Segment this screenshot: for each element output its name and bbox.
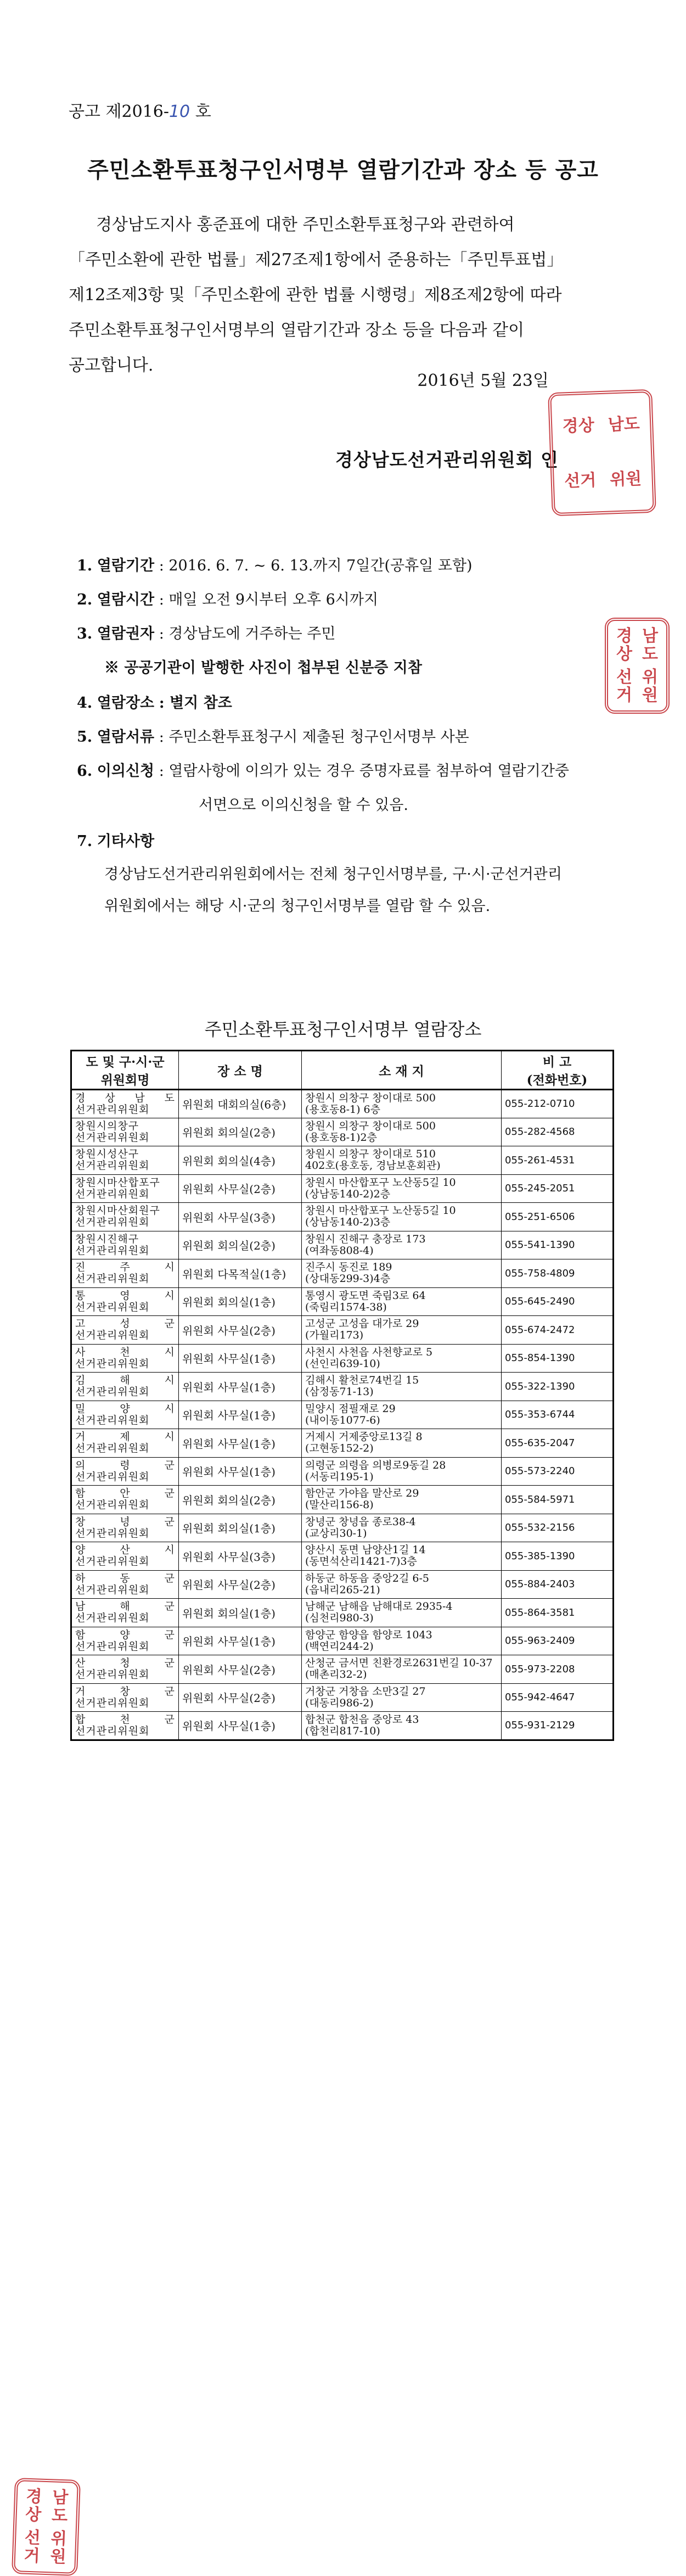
phone-cell: 055-532-2156 xyxy=(502,1514,614,1542)
phone-cell: 055-973-2208 xyxy=(502,1655,614,1684)
col-header-address: 소 재 지 xyxy=(302,1051,502,1090)
committee-line: 경 상 남 도 xyxy=(75,1091,175,1104)
committee-cell xyxy=(71,1090,179,1118)
address-cell xyxy=(302,1627,502,1655)
address-line: (매촌리32-2) xyxy=(305,1668,367,1681)
item-documents: 5. 열람서류 : 주민소환투표청구시 제출된 청구인서명부 사본 xyxy=(77,729,469,746)
table-row xyxy=(71,1287,614,1316)
committee-line: 선거관리위원회 xyxy=(75,1386,150,1398)
notice-title: 주민소환투표청구인서명부 열람기간과 장소 등 공고 xyxy=(87,157,599,183)
address-cell xyxy=(302,1570,502,1599)
col-header-committee: 도 및 구·시·군 위원회명 xyxy=(71,1051,179,1090)
table-row xyxy=(71,1655,614,1684)
committee-line: 창원시성산구 xyxy=(75,1148,139,1161)
phone-cell: 055-963-2409 xyxy=(502,1627,614,1655)
place-cell: 위원회 사무실(1층) xyxy=(179,1344,302,1373)
committee-line: 창원시마산합포구 xyxy=(75,1176,160,1189)
table-row xyxy=(71,1231,614,1259)
address-line: 김해시 활천로74번길 15 xyxy=(305,1374,419,1387)
committee-cell xyxy=(71,1655,179,1684)
address-line: 의령군 의령읍 의병로9동길 28 xyxy=(305,1459,446,1471)
place-cell: 위원회 회의실(1층) xyxy=(179,1287,302,1316)
address-line: (죽림리1574-38) xyxy=(305,1301,387,1313)
place-cell: 위원회 회의실(2층) xyxy=(179,1231,302,1259)
place-cell: 위원회 회의실(4층) xyxy=(179,1146,302,1175)
address-cell xyxy=(302,1486,502,1514)
table-row xyxy=(71,1344,614,1373)
other-line: 경상남도선거관리위원회에서는 전체 청구인서명부를, 구·시·군선거관리 xyxy=(104,866,562,883)
committee-line: 거 제 시 xyxy=(75,1431,175,1443)
address-cell xyxy=(302,1259,502,1288)
phone-cell: 055-385-1390 xyxy=(502,1542,614,1571)
table-row xyxy=(71,1118,614,1146)
address-line: (가월리173) xyxy=(305,1329,364,1342)
address-line: (고현동152-2) xyxy=(305,1442,374,1455)
col-header-phone: 비 고 (전화번호) xyxy=(502,1051,614,1090)
committee-line: 양 산 시 xyxy=(75,1544,175,1556)
committee-cell xyxy=(71,1373,179,1401)
id-note: ※ 공공기관이 발행한 사진이 첩부된 신분증 지참 xyxy=(104,659,422,676)
table-row xyxy=(71,1146,614,1175)
address-cell xyxy=(302,1231,502,1259)
item-period: 1. 열람기간 : 2016. 6. 7. ~ 6. 13.까지 7일간(공휴일 포함) xyxy=(77,557,473,574)
col-header-place: 장 소 명 xyxy=(179,1051,302,1090)
notice-date: 2016년 5월 23일 xyxy=(417,371,549,390)
address-cell xyxy=(302,1118,502,1146)
committee-line: 선거관리위원회 xyxy=(75,1216,150,1229)
place-cell: 위원회 사무실(2층) xyxy=(179,1655,302,1684)
other-line: 위원회에서는 해당 시·군의 청구인서명부를 열람 할 수 있음. xyxy=(104,898,491,915)
place-cell: 위원회 사무실(2층) xyxy=(179,1683,302,1712)
committee-line: 창원시진해구 xyxy=(75,1233,139,1245)
address-line: 통영시 광도면 죽림3로 64 xyxy=(305,1289,426,1302)
address-cell xyxy=(302,1344,502,1373)
address-line: (심천리980-3) xyxy=(305,1612,374,1625)
item-objection: 6. 이의신청 : 열람사항에 이의가 있는 경우 증명자료를 첨부하여 열람기간중 xyxy=(77,763,570,780)
address-line: (동면석산리1421-7)3층 xyxy=(305,1555,417,1568)
address-cell xyxy=(302,1712,502,1740)
address-cell xyxy=(302,1683,502,1712)
official-seal-stamp: 경상 남도 선거 위원 xyxy=(605,618,670,714)
committee-cell xyxy=(71,1514,179,1542)
address-line: 창원시 의창구 창이대로 500 xyxy=(305,1091,436,1104)
committee-cell xyxy=(71,1344,179,1373)
address-cell xyxy=(302,1401,502,1429)
address-line: 밀양시 점필재로 29 xyxy=(305,1402,396,1415)
address-line: (여좌동808-4) xyxy=(305,1244,374,1257)
address-line: (상대동299-3)4층 xyxy=(305,1273,391,1285)
address-line: 창원시 의창구 창이대로 500 xyxy=(305,1119,436,1132)
committee-cell xyxy=(71,1231,179,1259)
committee-line: 창 녕 군 xyxy=(75,1515,175,1528)
committee-line: 선거관리위원회 xyxy=(75,1555,150,1568)
address-line: 합천군 합천읍 중앙로 43 xyxy=(305,1713,419,1726)
place-cell: 위원회 사무실(1층) xyxy=(179,1373,302,1401)
phone-cell: 055-635-2047 xyxy=(502,1429,614,1458)
table-row xyxy=(71,1316,614,1345)
committee-line: 선거관리위원회 xyxy=(75,1103,150,1116)
body-line: 「주민소환에 관한 법률」제27조제1항에서 준용하는「주민투표법」 xyxy=(69,250,564,270)
official-seal-stamp: 경상 남도 선거 위원 xyxy=(12,2478,81,2576)
table-row xyxy=(71,1570,614,1599)
committee-line: 함 양 군 xyxy=(75,1628,175,1641)
item-other: 7. 기타사항 xyxy=(77,833,155,850)
committee-line: 선거관리위원회 xyxy=(75,1357,150,1370)
table-row xyxy=(71,1203,614,1231)
committee-cell xyxy=(71,1118,179,1146)
notice-number-suffix: 호 xyxy=(195,102,211,121)
address-line: 402호(용호동, 경남보훈회관) xyxy=(305,1160,441,1172)
item-eligibility: 3. 열람권자 : 경상남도에 거주하는 주민 xyxy=(77,625,336,642)
table-row xyxy=(71,1373,614,1401)
item-location: 4. 열람장소 : 별지 참조 xyxy=(77,695,232,712)
committee-line: 거 창 군 xyxy=(75,1685,175,1698)
place-cell: 위원회 회의실(2층) xyxy=(179,1118,302,1146)
committee-line: 선거관리위원회 xyxy=(75,1724,150,1737)
phone-cell: 055-864-3581 xyxy=(502,1599,614,1627)
address-line: 남해군 남해읍 남해대로 2935-4 xyxy=(305,1600,453,1613)
place-cell: 위원회 사무실(1층) xyxy=(179,1457,302,1486)
address-line: (용호동8-1)2층 xyxy=(305,1131,377,1144)
place-cell: 위원회 사무실(2층) xyxy=(179,1316,302,1345)
address-line: 고성군 고성읍 대가로 29 xyxy=(305,1318,419,1330)
address-line: 창원시 마산합포구 노산동5길 10 xyxy=(305,1205,456,1217)
table-row xyxy=(71,1542,614,1571)
venue-table-title: 주민소환투표청구인서명부 열람장소 xyxy=(204,1019,482,1040)
committee-line: 산 청 군 xyxy=(75,1657,175,1670)
address-line: (대동리986-2) xyxy=(305,1696,374,1709)
committee-line: 선거관리위원회 xyxy=(75,1612,150,1625)
address-cell xyxy=(302,1146,502,1175)
table-row xyxy=(71,1627,614,1655)
phone-cell: 055-251-6506 xyxy=(502,1203,614,1231)
phone-cell: 055-674-2472 xyxy=(502,1316,614,1345)
committee-line: 선거관리위원회 xyxy=(75,1527,150,1539)
address-line: (삼정동71-13) xyxy=(305,1386,374,1398)
address-line: 창원시 마산합포구 노산동5길 10 xyxy=(305,1176,456,1189)
phone-cell: 055-573-2240 xyxy=(502,1457,614,1486)
table-row xyxy=(71,1683,614,1712)
place-cell: 위원회 사무실(1층) xyxy=(179,1401,302,1429)
committee-line: 선거관리위원회 xyxy=(75,1273,150,1285)
committee-line: 창원시마산회원구 xyxy=(75,1205,160,1217)
place-cell: 위원회 사무실(1층) xyxy=(179,1429,302,1458)
committee-line: 선거관리위원회 xyxy=(75,1668,150,1681)
committee-line: 합 천 군 xyxy=(75,1713,175,1726)
committee-line: 사 천 시 xyxy=(75,1346,175,1358)
committee-cell xyxy=(71,1486,179,1514)
table-row xyxy=(71,1429,614,1458)
address-cell xyxy=(302,1457,502,1486)
official-seal: 경상 남도 선거 위원 xyxy=(548,389,656,516)
committee-cell xyxy=(71,1401,179,1429)
body-line: 제12조제3항 및「주민소환에 관한 법률 시행령」제8조제2항에 따라 xyxy=(69,285,562,305)
address-cell xyxy=(302,1287,502,1316)
address-line: (서동리195-1) xyxy=(305,1470,374,1483)
committee-line: 선거관리위원회 xyxy=(75,1160,150,1172)
committee-line: 선거관리위원회 xyxy=(75,1499,150,1511)
committee-line: 선거관리위원회 xyxy=(75,1244,150,1257)
place-cell: 위원회 사무실(1층) xyxy=(179,1627,302,1655)
place-cell: 위원회 회의실(2층) xyxy=(179,1486,302,1514)
issuer-name: 경상남도선거관리위원회 인 xyxy=(335,449,559,471)
committee-cell xyxy=(71,1287,179,1316)
body-line: 주민소환투표청구인서명부의 열람기간과 장소 등을 다음과 같이 xyxy=(69,321,525,340)
address-line: 창녕군 창녕읍 종로38-4 xyxy=(305,1515,416,1528)
phone-cell: 055-854-1390 xyxy=(502,1344,614,1373)
venue-table-header xyxy=(71,1051,614,1090)
phone-cell: 055-931-2129 xyxy=(502,1712,614,1740)
table-row xyxy=(71,1599,614,1627)
address-line: (상남동140-2)2층 xyxy=(305,1188,391,1200)
committee-line: 고 성 군 xyxy=(75,1318,175,1330)
venue-table-body xyxy=(71,1090,614,1740)
committee-cell xyxy=(71,1599,179,1627)
committee-line: 선거관리위원회 xyxy=(75,1470,150,1483)
table-row xyxy=(71,1259,614,1288)
address-line: 창원시 진해구 충장로 173 xyxy=(305,1233,426,1245)
address-line: (상남동140-2)3층 xyxy=(305,1216,391,1229)
address-cell xyxy=(302,1655,502,1684)
objection-continuation: 서면으로 이의신청을 할 수 있음. xyxy=(199,797,408,814)
place-cell: 위원회 사무실(3층) xyxy=(179,1203,302,1231)
phone-cell: 055-261-4531 xyxy=(502,1146,614,1175)
phone-cell: 055-353-6744 xyxy=(502,1401,614,1429)
committee-line: 선거관리위원회 xyxy=(75,1696,150,1709)
place-cell: 위원회 사무실(2층) xyxy=(179,1174,302,1203)
committee-line: 선거관리위원회 xyxy=(75,1131,150,1144)
notice-number-handwritten: 10 xyxy=(168,102,190,121)
committee-cell xyxy=(71,1683,179,1712)
address-line: (용호동8-1) 6층 xyxy=(305,1103,380,1116)
place-cell: 위원회 회의실(1층) xyxy=(179,1514,302,1542)
committee-cell xyxy=(71,1174,179,1203)
address-line: 창원시 의창구 창이대로 510 xyxy=(305,1148,436,1161)
item-hours: 2. 열람시간 : 매일 오전 9시부터 오후 6시까지 xyxy=(77,591,379,608)
address-line: 양산시 동면 남양산1길 14 xyxy=(305,1544,426,1556)
phone-cell: 055-541-1390 xyxy=(502,1231,614,1259)
table-row xyxy=(71,1712,614,1740)
address-line: 함안군 가야읍 말산로 29 xyxy=(305,1487,419,1500)
table-row xyxy=(71,1457,614,1486)
committee-line: 밀 양 시 xyxy=(75,1402,175,1415)
place-cell: 위원회 사무실(1층) xyxy=(179,1712,302,1740)
table-row xyxy=(71,1174,614,1203)
committee-line: 선거관리위원회 xyxy=(75,1301,150,1313)
committee-cell xyxy=(71,1542,179,1571)
address-line: (교상리30-1) xyxy=(305,1527,367,1539)
address-line: (읍내리265-21) xyxy=(305,1583,380,1596)
place-cell: 위원회 다목적실(1층) xyxy=(179,1259,302,1288)
address-line: (백연리244-2) xyxy=(305,1640,374,1653)
committee-cell xyxy=(71,1203,179,1231)
address-line: 거제시 거제중앙로13길 8 xyxy=(305,1431,423,1443)
committee-cell xyxy=(71,1429,179,1458)
address-line: (합천리817-10) xyxy=(305,1724,380,1737)
phone-cell: 055-584-5971 xyxy=(502,1486,614,1514)
address-cell xyxy=(302,1514,502,1542)
committee-line: 선거관리위원회 xyxy=(75,1442,150,1455)
address-cell xyxy=(302,1373,502,1401)
table-row xyxy=(71,1090,614,1118)
place-cell: 위원회 사무실(3층) xyxy=(179,1542,302,1571)
phone-cell: 055-322-1390 xyxy=(502,1373,614,1401)
address-line: 거창군 거창읍 소만3길 27 xyxy=(305,1685,426,1698)
table-row xyxy=(71,1514,614,1542)
phone-cell: 055-884-2403 xyxy=(502,1570,614,1599)
address-cell xyxy=(302,1542,502,1571)
phone-cell: 055-282-4568 xyxy=(502,1118,614,1146)
committee-cell xyxy=(71,1259,179,1288)
committee-line: 김 해 시 xyxy=(75,1374,175,1387)
address-line: (선인리639-10) xyxy=(305,1357,380,1370)
body-line: 경상남도지사 홍준표에 대한 주민소환투표청구와 관련하여 xyxy=(96,215,515,234)
address-line: 진주시 동진로 189 xyxy=(305,1261,392,1274)
notice-number-prefix: 공고 제2016- xyxy=(69,102,169,121)
committee-line: 창원시의창구 xyxy=(75,1119,139,1132)
address-line: 함양군 함양읍 함양로 1043 xyxy=(305,1628,432,1641)
table-row xyxy=(71,1401,614,1429)
table-row xyxy=(71,1486,614,1514)
phone-cell: 055-212-0710 xyxy=(502,1090,614,1118)
phone-cell: 055-245-2051 xyxy=(502,1174,614,1203)
committee-line: 선거관리위원회 xyxy=(75,1329,150,1342)
address-cell xyxy=(302,1174,502,1203)
place-cell: 위원회 사무실(2층) xyxy=(179,1570,302,1599)
committee-line: 선거관리위원회 xyxy=(75,1640,150,1653)
address-cell xyxy=(302,1090,502,1118)
address-cell xyxy=(302,1203,502,1231)
committee-line: 선거관리위원회 xyxy=(75,1583,150,1596)
notice-body xyxy=(69,208,606,383)
committee-line: 하 동 군 xyxy=(75,1572,175,1584)
phone-cell: 055-942-4647 xyxy=(502,1683,614,1712)
address-line: 산청군 금서면 친환경로2631번길 10-37 xyxy=(305,1657,493,1670)
committee-line: 선거관리위원회 xyxy=(75,1188,150,1200)
address-line: 하동군 하동읍 중앙2길 6-5 xyxy=(305,1572,429,1584)
address-line: 사천시 사천읍 사천향교로 5 xyxy=(305,1346,433,1358)
address-line: (말산리156-8) xyxy=(305,1499,374,1511)
venue-page xyxy=(0,928,686,2567)
committee-cell xyxy=(71,1712,179,1740)
address-cell xyxy=(302,1599,502,1627)
committee-cell xyxy=(71,1457,179,1486)
address-cell xyxy=(302,1429,502,1458)
committee-line: 진 주 시 xyxy=(75,1261,175,1274)
place-cell: 위원회 회의실(1층) xyxy=(179,1599,302,1627)
notice-page xyxy=(0,0,686,928)
venue-table xyxy=(70,1050,614,1741)
body-line: 공고합니다. xyxy=(69,356,154,375)
phone-cell: 055-758-4809 xyxy=(502,1259,614,1288)
address-line: (내이동1077-6) xyxy=(305,1414,380,1426)
committee-cell xyxy=(71,1146,179,1175)
committee-cell xyxy=(71,1570,179,1599)
committee-line: 남 해 군 xyxy=(75,1600,175,1613)
committee-cell xyxy=(71,1627,179,1655)
committee-cell xyxy=(71,1316,179,1345)
committee-line: 통 영 시 xyxy=(75,1289,175,1302)
committee-line: 함 안 군 xyxy=(75,1487,175,1500)
committee-line: 선거관리위원회 xyxy=(75,1414,150,1426)
address-cell xyxy=(302,1316,502,1345)
phone-cell: 055-645-2490 xyxy=(502,1287,614,1316)
notice-number xyxy=(69,98,211,122)
committee-line: 의 령 군 xyxy=(75,1459,175,1471)
place-cell: 위원회 대회의실(6층) xyxy=(179,1090,302,1118)
